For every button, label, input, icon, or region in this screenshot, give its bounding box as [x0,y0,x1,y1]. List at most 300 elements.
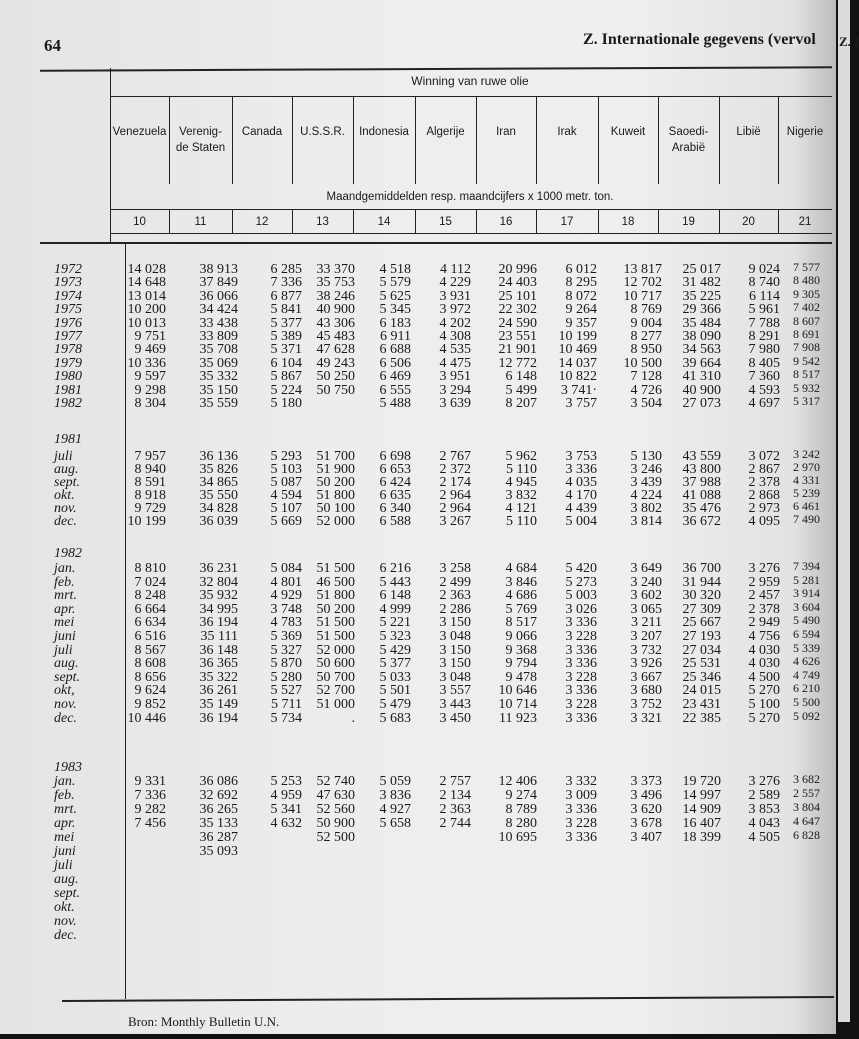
table-cell: 9 298 [134,382,166,398]
column-header: Verenig- de Staten [175,126,226,154]
table-cell: 9 794 [505,656,537,672]
next-page-title-fragment: Z. I [839,34,859,49]
table-cell: 8 295 [565,275,597,291]
table-cell: 7 024 [134,574,166,590]
column-divider [232,96,233,184]
table-cell: 3 228 [565,697,597,712]
table-cell: 32 804 [199,574,238,590]
table-cell: 2 949 [748,615,780,631]
table-cell: 5 110 [506,514,537,529]
table-cell: 36 265 [199,802,238,817]
column-number-divider [232,209,233,233]
table-cell: 8 248 [134,588,166,604]
table-cell: 36 365 [199,656,238,672]
row-label: okt. [54,900,75,915]
table-cell: 6 664 [134,601,166,617]
source-note: Bron: Monthly Bulletin U.N. [128,1014,280,1029]
table-cell: 8 480 [793,273,820,288]
table-cell: 35 133 [199,816,238,831]
table-cell: 8 567 [134,642,166,658]
table-cell: 3 802 [630,501,662,516]
column-divider [719,96,720,184]
table-cell: 5 669 [270,514,302,529]
table-cell: 3 853 [748,802,780,817]
table-cell: 5 711 [271,697,302,712]
table-cell: 3 207 [630,629,662,644]
table-cell: 3 267 [439,514,471,529]
table-cell: 38 090 [682,329,721,344]
table-top-rule [40,66,832,71]
column-number-top-rule [110,209,832,210]
table-cell: 10 714 [498,697,537,712]
table-cell: 3 748 [270,601,302,617]
table-cell: 5 932 [793,380,820,395]
table-cell: 7 788 [748,315,780,331]
table-cell: 3 557 [439,683,471,699]
table-cell: 51 000 [316,697,355,712]
next-page-edge [838,0,859,1022]
row-label: mrt. [54,802,77,817]
table-cell: 3 336 [565,710,597,726]
table-cell: 8 810 [134,561,166,576]
table-cell: 6 114 [749,288,780,304]
table-cell: 6 555 [379,382,411,398]
table-cell: 5 734 [270,710,302,726]
table-cell: 3 639 [439,396,471,411]
table-cell: 9 282 [134,802,166,817]
table-cell: 35 550 [199,488,238,503]
table-cell: 5 059 [379,774,411,789]
column-divider [536,96,537,184]
table-cell: 4 945 [505,475,537,490]
table-cell: 3 009 [565,788,597,803]
row-label: 1973 [54,275,82,291]
table-cell: 3 496 [630,788,662,803]
table-cell: 5 488 [379,396,411,411]
table-cell: 5 579 [379,275,411,291]
table-cell: 52 700 [316,683,355,699]
table-cell: 10 336 [127,355,166,371]
table-cell: 51 500 [316,629,355,644]
table-cell: 36 231 [199,561,238,576]
table-cell: 19 720 [682,774,721,789]
table-cell: 6 148 [379,588,411,604]
table-cell: 4 030 [748,642,780,658]
table-cell: 20 996 [498,262,537,277]
table-cell: 31 944 [682,574,721,590]
table-cell: 5 281 [793,572,820,587]
table-cell: 6 588 [379,514,411,529]
table-cell: 5 961 [748,302,780,318]
column-number-divider [719,209,720,233]
table-cell: 11 923 [499,710,537,726]
table-cell: 8 918 [134,488,166,503]
table-cell: 3 048 [439,629,471,644]
table-cell: 27 193 [682,629,721,644]
table-cell: 3 678 [630,816,662,831]
table-cell: 33 438 [199,315,238,331]
table-cell: 3 604 [793,599,820,614]
row-label: okt. [54,488,75,503]
column-number: 10 [133,216,146,228]
table-cell: 2 363 [439,588,471,604]
table-cell: 2 372 [439,462,471,477]
column-number-divider [415,209,416,233]
table-cell: 4 095 [748,514,780,529]
table-cell: 3 680 [630,683,662,699]
table-cell: 5 658 [379,816,411,831]
table-cell: 2 757 [439,774,471,789]
row-label: jan. [54,774,76,789]
page-number: 64 [44,36,61,55]
table-cell: 3 258 [439,561,471,576]
table-cell: 6 012 [565,262,597,277]
table-cell: 4 475 [439,355,471,371]
table-cell: 4 801 [270,574,302,590]
table-cell: 4 632 [270,816,302,831]
table-cell: 5 369 [270,629,302,644]
table-cell: 5 033 [379,669,411,685]
table-cell: 2 867 [748,462,780,477]
table-cell: 41 310 [682,369,721,385]
row-label: sept. [54,475,81,490]
table-cell: 3 951 [439,369,471,385]
row-label: 1980 [54,369,82,385]
table-cell: 3 065 [630,601,662,617]
table-cell: 3 804 [793,800,820,814]
table-cell: 10 013 [127,315,166,331]
table-cell: 2 744 [439,816,471,831]
table-cell: 7 360 [748,369,780,385]
table-cell: 5 107 [270,501,302,516]
table-cell: 5 003 [565,588,597,604]
table-cell: 5 769 [505,601,537,617]
table-cell: 2 868 [748,488,780,503]
table-cell: 36 086 [199,774,238,789]
column-header: Indonesia [359,126,409,138]
table-cell: 6 634 [134,615,166,631]
table-cell: 3 846 [505,574,537,590]
table-cell: 4 535 [439,342,471,358]
table-cell: 5 180 [270,396,302,411]
table-cell: 12 702 [623,275,662,291]
table-cell: 39 664 [682,355,721,371]
table-cell: 6 635 [379,488,411,503]
table-cell: 37 988 [682,475,721,490]
row-label: dec. [54,710,77,726]
table-cell: 27 073 [682,396,721,411]
table-cell: 51 500 [316,615,355,631]
table-cell: 51 700 [316,449,355,464]
row-label: dec. [54,928,77,943]
section-heading: 1982 [54,546,82,561]
column-divider [292,96,293,184]
table-cell: 36 136 [199,449,238,464]
table-cell: 2 378 [748,475,780,490]
row-label: 1975 [54,302,82,318]
table-cell: 4 505 [748,830,780,845]
table-cell: 3 732 [630,642,662,658]
table-cell: 45 483 [316,329,355,344]
row-label: feb. [54,574,75,590]
table-cell: 6 698 [379,449,411,464]
table-cell: 5 962 [505,449,537,464]
row-label: 1974 [54,288,82,304]
table-cell: 7 456 [134,816,166,831]
table-cell: 5 084 [270,561,302,576]
row-label: feb. [54,788,75,803]
table-cell: 6 461 [793,499,820,513]
table-cell: 5 870 [270,656,302,672]
row-label: juni [54,629,76,644]
column-divider [353,96,354,184]
table-cell: 22 302 [498,302,537,318]
table-cell: 3 443 [439,697,471,712]
column-divider [658,96,659,184]
table-cell: 36 287 [199,830,238,845]
table-cell: 4 594 [270,488,302,503]
table-cell: 5 224 [270,382,302,398]
table-cell: 9 729 [134,501,166,516]
table-cell: 3 276 [748,561,780,576]
column-number: 11 [194,216,207,228]
table-cell: 9 542 [793,353,820,368]
table-cell: 18 399 [682,830,721,845]
column-number-divider [476,209,477,233]
table-cell: 4 170 [565,488,597,503]
column-header: Irak [557,126,577,138]
table-cell: 5 293 [270,449,302,464]
table-cell: 10 200 [127,302,166,318]
table-cell: 51 500 [316,561,355,576]
table-cell: 3 336 [565,830,597,845]
table-cell: 2 134 [439,788,471,803]
table-cell: 50 900 [316,816,355,831]
table-cell: 43 306 [316,315,355,331]
row-label: aug. [54,656,79,672]
table-cell: 50 200 [316,475,355,490]
table-cell: 34 995 [199,601,238,617]
table-cell: 2 499 [439,574,471,590]
table-cell: 4 518 [379,262,411,277]
table-cell: 5 130 [630,449,662,464]
table-cell: 36 672 [682,514,721,529]
table-cell: 4 112 [440,262,471,277]
table-cell: 3 450 [439,710,471,726]
table-cell: 47 630 [316,788,355,803]
table-cell: 35 753 [316,275,355,291]
table-cell: 52 000 [316,514,355,529]
table-cell: 8 940 [134,462,166,477]
table-cell: 5 280 [270,669,302,685]
column-header: Canada [241,126,283,138]
table-cell: 3 407 [630,830,662,845]
table-cell: 23 431 [682,697,721,712]
table-cell: 5 092 [793,708,820,723]
table-cell: 5 323 [379,629,411,644]
row-label: apr. [54,816,76,831]
table-cell: 9 331 [134,774,166,789]
table-cell: 8 280 [505,816,537,831]
table-cell: 4 224 [630,488,662,503]
table-cell: 3 336 [565,642,597,658]
table-cell: 4 331 [793,473,820,487]
column-header: Iran [496,126,516,138]
table-cell: 9 368 [505,642,537,658]
table-cell: 9 264 [565,302,597,318]
table-cell: 6 594 [793,627,820,641]
table-cell: 3 832 [505,488,537,503]
table-cell: 3 228 [565,629,597,644]
table-cell: 50 700 [316,669,355,685]
column-number-divider [169,209,170,233]
table-cell: 10 199 [558,329,597,344]
table-cell: 7 402 [793,300,820,315]
table-cell: 6 653 [379,462,411,477]
row-label: sept. [54,669,81,685]
table-cell: 5 625 [379,288,411,304]
table-cell: 52 500 [316,830,355,845]
row-label: juli [54,449,73,464]
table-cell: 10 500 [623,355,662,371]
table-cell: 5 270 [748,710,780,726]
table-cell: 4 927 [379,802,411,817]
table-cell: 36 194 [199,710,238,726]
table-cell: 37 849 [199,275,238,291]
header-bottom-rule [40,242,832,244]
table-cell: 3 150 [439,656,471,672]
table-cell: 52 560 [316,802,355,817]
table-cell: . [351,710,355,726]
table-cell: 10 717 [623,288,662,304]
table-cell: 3 150 [439,642,471,658]
row-label: 1979 [54,355,82,371]
table-bottom-rule [62,996,834,1002]
table-cell: 24 590 [498,315,537,331]
table-cell: 4 500 [748,669,780,685]
table-cell: 35 708 [199,342,238,358]
table-cell: 5 377 [270,315,302,331]
table-cell: 38 246 [316,288,355,304]
table-cell: 2 589 [748,788,780,803]
table-cell: 38 913 [199,262,238,277]
row-label: nov. [54,914,77,929]
row-label: 1981 [54,382,82,398]
table-cell: 9 004 [630,315,662,331]
table-cell: 35 322 [199,669,238,685]
table-cell: 3 276 [748,774,780,789]
row-label: nov. [54,501,77,516]
row-label: apr. [54,601,76,617]
table-cell: 8 291 [748,329,780,344]
row-label: aug. [54,872,79,887]
table-cell: 4 043 [748,816,780,831]
table-cell: 41 088 [682,488,721,503]
table-cell: 6 285 [270,262,302,277]
row-label: dec. [54,514,77,529]
table-cell: 5 004 [565,514,597,529]
table-cell: 2 363 [439,802,471,817]
table-cell: 4 030 [748,656,780,672]
table-cell: 9 305 [793,286,820,301]
table-cell: 5 327 [270,642,302,658]
running-title: Z. Internationale gegevens (vervol [583,31,816,48]
table-cell: 50 250 [316,369,355,385]
table-cell: 14 037 [558,355,597,371]
table-cell: 5 867 [270,369,302,385]
table-cell: 5 377 [379,656,411,672]
column-divider [598,96,599,184]
table-cell: 3 931 [439,288,471,304]
table-cell: 24 015 [682,683,721,699]
table-cell: 5 345 [379,302,411,318]
row-label: mrt. [54,588,77,604]
table-cell: 3 649 [630,561,662,576]
table-cell: 4 593 [748,382,780,398]
table-cell: 7 128 [630,369,662,385]
table-cell: 5 100 [748,697,780,712]
table-cell: 3 332 [565,774,597,789]
table-cell: 8 789 [505,802,537,817]
table-cell: 7 908 [793,340,820,355]
table-cell: 9 024 [748,262,780,277]
row-label: 1976 [54,315,82,331]
table-cell: 34 828 [199,501,238,516]
table-cell: 43 559 [682,449,721,464]
table-cell: 21 901 [498,342,537,358]
table-cell: 3 439 [630,475,662,490]
table-cell: 8 769 [630,302,662,318]
column-number: 16 [499,216,513,228]
table-cell: 14 648 [127,275,166,291]
table-cell: 8 740 [748,275,780,291]
table-cell: 40 900 [316,302,355,318]
table-cell: 10 199 [127,514,166,529]
column-header: Kuweit [610,126,646,138]
table-cell: 35 149 [199,697,238,712]
table-cell: 14 909 [682,802,721,817]
table-cell: 29 366 [682,302,721,318]
row-label: nov. [54,697,77,712]
table-cell: 3 048 [439,669,471,685]
section-heading: 1983 [54,760,82,775]
table-cell: 5 479 [379,697,411,712]
table-cell: 8 608 [134,656,166,672]
column-number: 20 [742,216,755,228]
row-label: mei [54,615,75,631]
column-divider [169,96,170,184]
table-cell: 9 357 [565,315,597,331]
table-cell: 6 148 [505,369,537,385]
table-cell: 4 756 [748,629,780,644]
table-cell: 4 202 [439,315,471,331]
table-cell: 25 531 [682,656,721,672]
table-cell: 9 597 [134,369,166,385]
row-label: jan. [54,561,76,576]
column-number-divider [292,209,293,233]
table-cell: 4 308 [439,329,471,344]
table-cell: 34 865 [199,475,238,490]
table-cell: 36 194 [199,615,238,631]
column-divider [415,96,416,184]
table-cell: 5 499 [505,382,537,398]
table-cell: 35 069 [199,355,238,371]
table-cell: 9 624 [134,683,166,699]
column-divider [476,96,477,184]
table-cell: 35 225 [682,288,721,304]
table-cell: 3 972 [439,302,471,318]
table-cell: 3 228 [565,816,597,831]
